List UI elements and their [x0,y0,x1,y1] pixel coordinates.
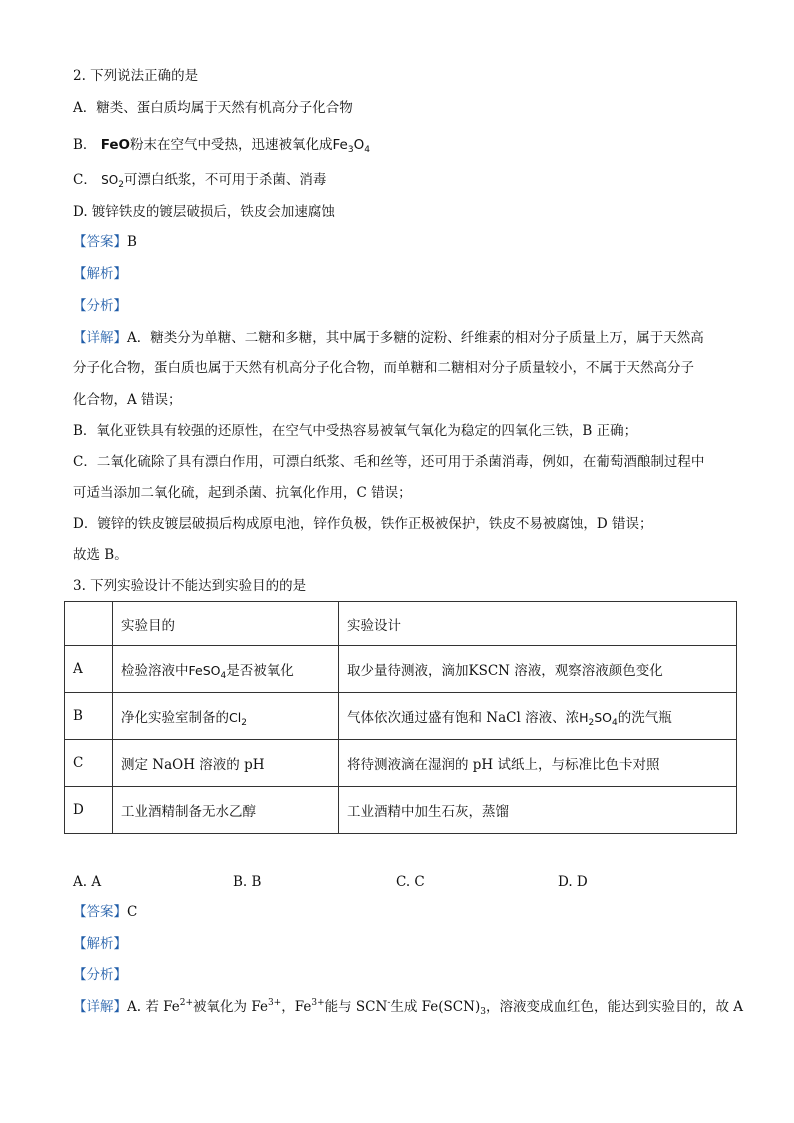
q3-option-c: C. C [396,874,425,890]
header-blank [65,602,113,646]
q2-option-d: D. 镀锌铁皮的镀层破损后，铁皮会加速腐蚀 [73,204,335,220]
q3-fenxi-tag: 【分析】 [73,967,127,983]
q3-answer [73,902,137,922]
formula-feo: FeO [100,137,131,153]
detail-tag: 【详解】 [73,999,127,1015]
q2-detail-line-4: B．氧化亚铁具有较强的还原性，在空气中受热容易被氧气氧化为稳定的四氧化三铁，B 正确； [73,423,638,439]
row-design: 工业酒精中加生石灰，蒸馏 [339,787,737,834]
header-design: 实验设计 [339,602,737,646]
q2-answer [73,232,137,252]
row-purpose: 净化实验室制备的$Cl_2$ [113,693,339,740]
row-purpose: 工业酒精制备无水乙醇 [113,787,339,834]
experiment-table [64,601,737,834]
row-label: A [65,646,113,693]
row-design: 将待测液滴在湿润的 pH 试纸上，与标准比色卡对照 [339,740,737,787]
option-label: C． [73,172,97,188]
q3-option-d: D. D [558,874,588,890]
q2-fenxi-tag: 【分析】 [73,298,127,314]
row-purpose: 检验溶液中FeSO$_4$是否被氧化 [113,646,339,693]
q2-detail-line-6: 可适当添加二氧化硫，起到杀菌、抗氧化作用，C 错误； [73,485,412,501]
q2-detail-line-7: D．镀锌的铁皮镀层破损后构成原电池，锌作负极，铁作正极被保护，铁皮不易被腐蚀，D 错误； [73,516,653,532]
q3-jiexi-tag: 【解析】 [73,936,127,952]
row-label: B [65,693,113,740]
answer-tag: 【答案】 [73,234,127,250]
table-row [65,740,737,787]
answer-tag: 【答案】 [73,904,127,920]
option-text: 可漂白纸浆，不可用于杀菌、消毒 [123,172,327,188]
q2-option-c [73,170,326,190]
q2-detail-line-2: 分子化合物，蛋白质也属于天然有机高分子化合物，而单糖和二糖相对分子质量较小，不属于天然高分子 [73,360,694,376]
q2-stem: 2. 下列说法正确的是 [73,68,199,84]
row-label: C [65,740,113,787]
table-row [65,787,737,834]
q2-option-a: A．糖类、蛋白质均属于天然有机高分子化合物 [73,100,353,116]
row-purpose: 测定 NaOH 溶液的 pH [113,740,339,787]
row-design: 气体依次通过盛有饱和 NaCl 溶液、浓$H_2SO_4$的洗气瓶 [339,693,737,740]
q3-stem: 3. 下列实验设计不能达到实验目的的是 [73,578,307,594]
q3-option-b: B. B [233,874,262,890]
table-row [65,646,737,693]
q2-option-b [73,135,370,155]
q2-detail-line-5: C．二氧化硫除了具有漂白作用，可漂白纸浆、毛和丝等，还可用于杀菌消毒，例如，在葡萄酒酿制过程中 [73,454,705,470]
q2-detail-line-8: 故选 B。 [73,547,128,563]
option-text: 粉末在空气中受热，迅速被氧化成 [130,137,333,153]
q2-detail-line-3: 化合物，A 错误； [73,392,182,408]
option-label: B． [73,137,97,153]
q2-detail-line-1: 【详解】A．糖类分为单糖、二糖和多糖，其中属于多糖的淀粉、纤维素的相对分子质量上万，属于天然高 [73,330,704,346]
row-label: D [65,787,113,834]
q3-option-a: A. A [73,874,102,890]
answer-value: C [127,904,138,920]
header-purpose: 实验目的 [113,602,339,646]
detail-tag: 【详解】 [73,330,127,346]
formula-fe3o4: $Fe_3O_4$ [332,137,370,155]
table-header-row [65,602,737,646]
answer-value: B [127,234,137,250]
formula-so2: $SO_2$ [101,173,124,190]
row-design: 取少量待测液，滴加KSCN 溶液，观察溶液颜色变化 [339,646,737,693]
q2-jiexi-tag: 【解析】 [73,266,127,282]
table-row [65,693,737,740]
q3-detail-line-1: 【详解】A. 若 $Fe^{2+}$被氧化为 $Fe^{3+}$，$Fe^{3+}$能与 SCN-生成 $Fe(SCN)_3$，溶液变成血红色，能达到实验目的，故 A [73,998,743,1017]
